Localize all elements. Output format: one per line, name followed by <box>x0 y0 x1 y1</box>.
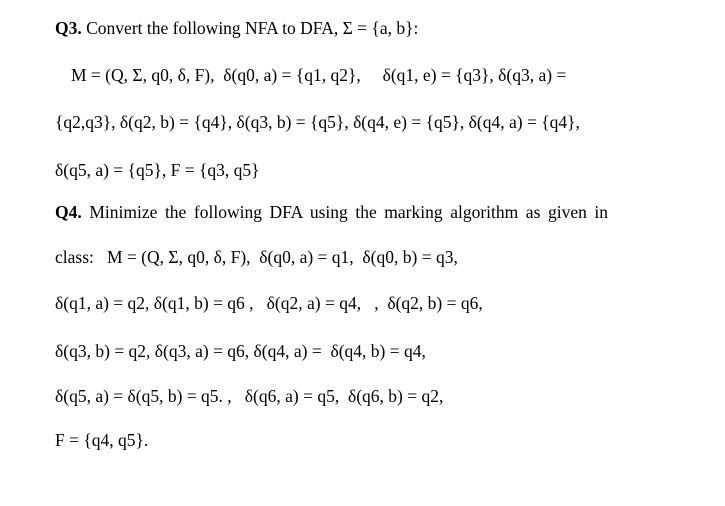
q4-definition-line-2: δ(q1, a) = q2, δ(q1, b) = q6 , δ(q2, a) = q4, , δ(q2, b) = q6, <box>55 293 483 313</box>
q4-heading <box>55 201 608 223</box>
q4-definition-line-3: δ(q3, b) = q2, δ(q3, a) = q6, δ(q4, a) = δ(q4, b) = q4, <box>55 341 426 361</box>
q3-label: Q3. <box>55 18 82 38</box>
q4-final-states: F = {q4, q5}. <box>55 430 149 450</box>
q3-heading <box>55 17 418 39</box>
q4-definition-line-4: δ(q5, a) = δ(q5, b) = q5. , δ(q6, a) = q5, δ(q6, b) = q2, <box>55 386 444 406</box>
q3-definition-line-3: δ(q5, a) = {q5}, F = {q3, q5} <box>55 160 260 180</box>
q3-prompt: Convert the following NFA to DFA, Σ = {a, b}: <box>81 18 419 38</box>
q3-definition-line-2: {q2,q3}, δ(q2, b) = {q4}, δ(q3, b) = {q5}, δ(q4, e) = {q5}, δ(q4, a) = {q4}, <box>55 112 580 132</box>
q3-definition-line-1: M = (Q, Σ, q0, δ, F), δ(q0, a) = {q1, q2}, δ(q1, e) = {q3}, δ(q3, a) = <box>71 65 567 85</box>
q4-definition-line-1: class: M = (Q, Σ, q0, δ, F), δ(q0, a) = q1, δ(q0, b) = q3, <box>55 247 458 267</box>
q4-label: Q4. <box>55 202 82 222</box>
q4-prompt: Minimize the following DFA using the marking algorithm as given in <box>81 202 609 222</box>
